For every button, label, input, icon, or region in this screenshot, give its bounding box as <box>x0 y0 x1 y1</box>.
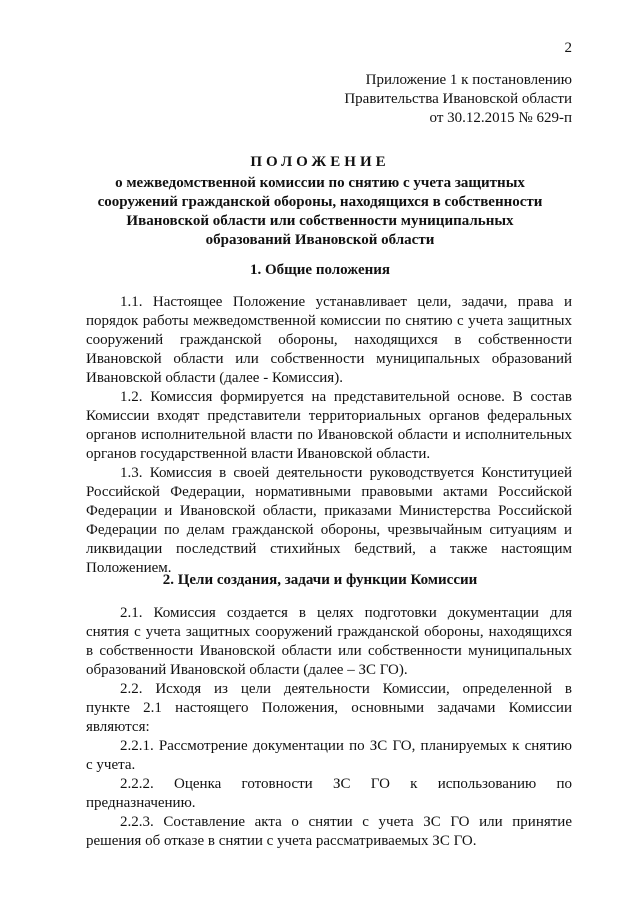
text-line: образований Ивановской области (далее – ЗС ГО). <box>86 662 408 678</box>
appendix-line: от 30.12.2015 № 629-п <box>429 110 572 126</box>
text-line: Федерации по делам гражданской обороны, чрезвычайным ситуациям и <box>86 522 572 538</box>
document-title: ПОЛОЖЕНИЕ <box>250 154 390 170</box>
text-line: сооружений гражданской обороны, находящихся в собственности <box>86 332 572 348</box>
text-line: 2.2.3. Составление акта о снятии с учета ЗС ГО или принятие <box>120 814 572 830</box>
text-line: 1.2. Комиссия формируется на представительной основе. В состав <box>120 389 572 405</box>
appendix-reference <box>344 71 572 128</box>
appendix-line: Приложение 1 к постановлению <box>365 72 572 88</box>
text-line: 1.3. Комиссия в своей деятельности руководствуется Конституцией <box>120 465 572 481</box>
section-heading-2: 2. Цели создания, задачи и функции Комиссии <box>162 572 478 588</box>
text-line: органов исполнительной власти по Ивановской области и исполнительных <box>86 427 572 443</box>
document-subtitle <box>90 174 550 250</box>
paragraph-1-2 <box>86 388 572 464</box>
text-line: порядок работы межведомственной комиссии по снятию с учета защитных <box>86 313 572 329</box>
paragraph-1-3 <box>86 464 572 578</box>
text-line: ликвидации последствий стихийных бедствий, а также настоящим <box>86 541 572 557</box>
subtitle-line: сооружений гражданской обороны, находящихся в собственности <box>97 194 543 210</box>
page-number: 2 <box>564 40 572 56</box>
subtitle-line: образований Ивановской области <box>205 232 435 248</box>
text-line: в собственности Ивановской области или собственности муниципальных <box>86 643 572 659</box>
paragraph-2-2 <box>86 680 572 737</box>
text-line: Ивановской области или собственности муниципальных образований <box>86 351 572 367</box>
text-line: Положением. <box>86 560 172 576</box>
text-line: снятия с учета защитных сооружений гражданской обороны, находящихся <box>86 624 572 640</box>
text-line: 2.2.1. Рассмотрение документации по ЗС ГО, планируемых к снятию <box>120 738 572 754</box>
text-line: 1.1. Настоящее Положение устанавливает цели, задачи, права и <box>120 294 572 310</box>
subtitle-line: о межведомственной комиссии по снятию с учета защитных <box>115 175 525 191</box>
text-line: 2.2.2. Оценка готовности ЗС ГО к использованию по <box>120 776 572 792</box>
paragraph-2-1 <box>86 604 572 680</box>
text-line: являются: <box>86 719 150 735</box>
text-line: 2.1. Комиссия создается в целях подготовки документации для <box>120 605 572 621</box>
section-heading-1: 1. Общие положения <box>249 262 391 278</box>
subtitle-line: Ивановской области или собственности муниципальных <box>126 213 514 229</box>
text-line: Федерации и Ивановской области, приказами Министерства Российской <box>86 503 572 519</box>
text-line: Комиссии входят представители территориальных органов федеральных <box>86 408 572 424</box>
text-line: предназначению. <box>86 795 196 811</box>
paragraph-2-2-2 <box>86 775 572 813</box>
paragraph-2-2-3 <box>86 813 572 851</box>
text-line: решения об отказе в снятии с учета рассматриваемых ЗС ГО. <box>86 833 477 849</box>
appendix-line: Правительства Ивановской области <box>344 91 572 107</box>
text-line: с учета. <box>86 757 136 773</box>
paragraph-1-1 <box>86 293 572 388</box>
text-line: пункте 2.1 настоящего Положения, основными задачами Комиссии <box>86 700 572 716</box>
paragraph-2-2-1 <box>86 737 572 775</box>
text-line: Ивановской области (далее - Комиссия). <box>86 370 343 386</box>
text-line: Российской Федерации, нормативными правовыми актами Российской <box>86 484 572 500</box>
text-line: органов государственной власти Ивановской области. <box>86 446 431 462</box>
text-line: 2.2. Исходя из цели деятельности Комиссии, определенной в <box>120 681 572 697</box>
